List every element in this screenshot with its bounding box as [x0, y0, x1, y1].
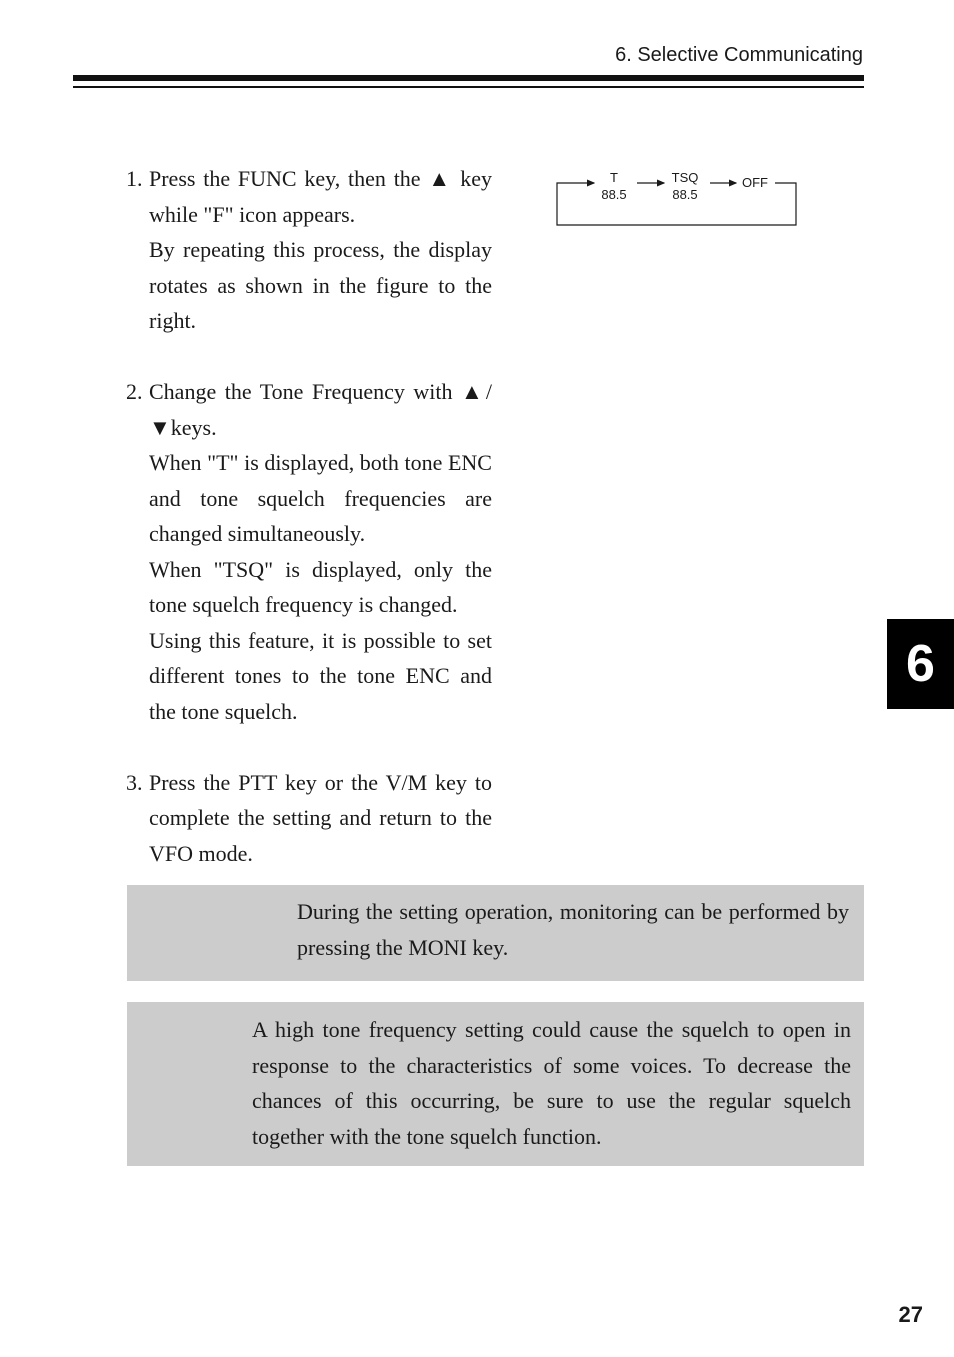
node-off-label: OFF	[742, 175, 768, 190]
rotation-loop-svg	[552, 166, 802, 230]
chapter-tab: 6	[887, 619, 954, 709]
display-rotation-diagram	[552, 166, 802, 230]
step-body	[149, 374, 492, 729]
page-number: 27	[898, 1302, 923, 1327]
step-2	[126, 374, 492, 729]
step-body	[149, 161, 492, 339]
note-text: During the setting operation, monitoring can be performed by pressing the MONI key.	[297, 899, 849, 960]
step-number: 1.	[126, 166, 143, 191]
step-number: 2.	[126, 379, 143, 404]
monitor-note-box	[127, 885, 864, 981]
step-number: 3.	[126, 769, 143, 795]
note-text: A high tone frequency setting could cause the squelch to open in response to the characteristics of some voices. To decrease the chances of this occurring, be sure to use the regular squelch together with the tone squelch function.	[252, 1017, 851, 1149]
step-3	[126, 765, 492, 872]
step-paragraph: Press the PTT key or the V/M key to complete the setting and return to the VFO mode.	[149, 769, 492, 866]
step-body	[149, 765, 492, 872]
step-paragraph: When "T" is displayed, both tone ENC and tone squelch frequencies are changed simultaneously.	[149, 450, 492, 546]
node-t-value: 88.5	[601, 187, 627, 202]
step-paragraph: Change the Tone Frequency with ▲/▼keys.	[149, 379, 492, 440]
step-1	[126, 161, 492, 339]
step-paragraph: Using this feature, it is possible to set different tones to the tone ENC and the tone squelch.	[149, 627, 492, 724]
procedure-steps	[126, 161, 492, 871]
node-t-label: T	[610, 170, 618, 185]
step-paragraph: Press the FUNC key, then the ▲ key while "F" icon appears.	[149, 166, 492, 227]
caution-note-box	[127, 1002, 864, 1166]
header-rule-thick	[73, 75, 864, 81]
node-tsq-value: 88.5	[672, 187, 698, 202]
step-paragraph: When "TSQ" is displayed, only the tone squelch frequency is changed.	[149, 556, 492, 617]
node-tsq-label: TSQ	[671, 170, 699, 185]
step-paragraph: By repeating this process, the display rotates as shown in the figure to the right.	[149, 237, 492, 333]
running-header: 6. Selective Communicating	[615, 44, 863, 66]
header-rule-thin	[73, 86, 864, 88]
